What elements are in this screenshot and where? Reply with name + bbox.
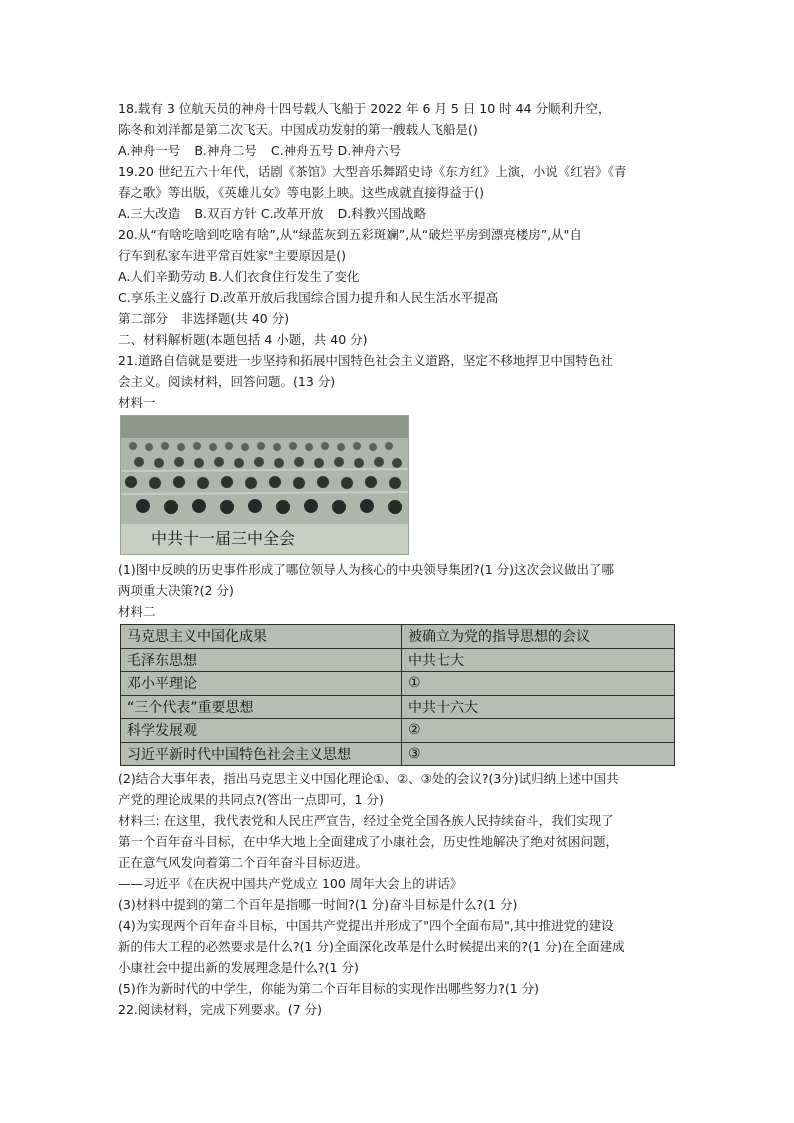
q18-option-d: D.神舟六号: [337, 143, 402, 158]
table-row: [121, 672, 675, 696]
q21-sub3: (3)材料中提到的第二个百年是指哪一时间?(1 分)奋斗目标是什么?(1 分): [118, 897, 518, 912]
table-cell: 中共七大: [402, 648, 675, 672]
q21-sub1-line1: (1)图中反映的历史事件形成了哪位领导人为核心的中央领导集团?(1 分)这次会议做出了哪: [118, 562, 615, 577]
material3-source: ——习近平《在庆祝中国共产党成立 100 周年大会上的讲话》: [118, 876, 463, 891]
q21-sub4-line1: (4)为实现两个百年奋斗目标，中国共产党提出并形成了"四个全面布局",其中推进党的建设: [118, 918, 614, 933]
photo-caption: 中共十一届三中全会: [121, 524, 408, 554]
q19-option-d: D.科教兴国战略: [337, 206, 427, 221]
material3-line1: 材料三: 在这里，我代表党和人民庄严宣告，经过全党全国各族人民持续奋斗，我们实现了: [118, 813, 614, 828]
q18-stem-line1: 18.载有 3 位航天员的神舟十四号载人飞船于 2022 年 6 月 5 日 10 时 44 分顺利升空，: [118, 101, 611, 116]
q18-stem-line2: 陈冬和刘洋都是第二次飞天。中国成功发射的第一艘载人飞船是(): [118, 122, 478, 137]
plenum-photo: [120, 415, 409, 555]
q20-options-row1: [118, 266, 680, 287]
q18-option-c: C.神舟五号: [270, 143, 334, 158]
q21-sub4-line2: 新的伟大工程的必然要求是什么?(1 分)全面深化改革是什么时候提出来的?(1 分)在全面建成: [118, 939, 625, 954]
material3-line2: 第一个百年奋斗目标，在中华大地上全面建成了小康社会，历史性地解决了绝对贫困问题，: [118, 834, 619, 849]
table-cell: ①: [402, 672, 675, 696]
table-cell: 科学发展观: [121, 719, 402, 743]
table-row: [121, 695, 675, 719]
material2-label: 材料二: [118, 604, 156, 619]
q20-stem-line1: 20.从“有啥吃啥到吃啥有啥”,从“绿蓝灰到五彩斑斓”,从“破烂平房到漂亮楼房”,从"自: [118, 227, 582, 242]
q21-sub4-line3: 小康社会中提出新的发展理念是什么?(1 分): [118, 960, 359, 975]
q20-options-row2: [118, 287, 680, 308]
q20-stem-line2: 行车到私家车进平常百姓家"主要原因是(): [118, 248, 347, 263]
table-cell: 中共十六大: [402, 695, 675, 719]
q21-stem-line2: 会主义。阅读材料，回答问题。(13 分): [118, 374, 336, 389]
table-header-achievement: 马克思主义中国化成果: [121, 625, 402, 649]
plenum-photo-image: [121, 416, 408, 526]
q21-sub5: (5)作为新时代的中学生，你能为第二个百年目标的实现作出哪些努力?(1 分): [118, 981, 540, 996]
q20-option-a: A.人们辛勤劳动: [118, 269, 206, 284]
material3-line3: 正在意气风发向着第二个百年奋斗目标迈进。: [118, 855, 369, 870]
q21-sub1-line2: 两项重大决策?(2 分): [118, 583, 234, 598]
theory-table: [120, 624, 675, 766]
q19-stem-line2: 春之歌》等出版，《英雄儿女》等电影上映。这些成就直接得益于(): [118, 185, 485, 200]
table-header-meeting: 被确立为党的指导思想的会议: [402, 625, 675, 649]
table-cell: “三个代表”重要思想: [121, 695, 402, 719]
section-title: 二、材料解析题(本题包括 4 小题，共 40 分): [118, 332, 368, 347]
q21-sub2-line2: 产党的理论成果的共同点?(答出一点即可，1 分): [118, 792, 384, 807]
table-cell: 习近平新时代中国特色社会主义思想: [121, 742, 402, 766]
table-row: [121, 719, 675, 743]
q19-stem-line1: 19.20 世纪五六十年代，话剧《茶馆》大型音乐舞蹈史诗《东方红》上演，小说《红岩》《青: [118, 164, 627, 179]
table-row: [121, 742, 675, 766]
exam-content: [118, 98, 680, 1020]
table-cell: ③: [402, 742, 675, 766]
q19-option-a: A.三大改造: [118, 206, 181, 221]
q18-option-a: A.神舟一号: [118, 143, 181, 158]
q19-option-c: C.改革开放: [260, 206, 324, 221]
part2-title: 第二部分 非选择题(共 40 分): [118, 311, 290, 326]
q19-option-b: B.双百方针: [194, 206, 257, 221]
q21-stem-line1: 21.道路自信就是要进一步坚持和拓展中国特色社会主义道路，坚定不移地捍卫中国特色社: [118, 353, 613, 368]
q20-option-b: B.人们衣食住行发生了变化: [209, 269, 360, 284]
material1-label: 材料一: [118, 395, 156, 410]
q19-options: [118, 203, 680, 224]
q20-option-c: C.享乐主义盛行: [118, 290, 206, 305]
q20-option-d: D.改革开放后我国综合国力提升和人民生活水平提高: [209, 290, 499, 305]
q18-option-b: B.神舟二号: [194, 143, 257, 158]
q18-options: [118, 140, 680, 161]
q21-sub2-line1: (2)结合大事年表，指出马克思主义中国化理论①、②、③处的会议?(3分)试归纳上述中国共: [118, 771, 619, 786]
table-header-row: [121, 625, 675, 649]
table-cell: 邓小平理论: [121, 672, 402, 696]
table-row: [121, 648, 675, 672]
table-cell: ②: [402, 719, 675, 743]
table-cell: 毛泽东思想: [121, 648, 402, 672]
q22-stem: 22.阅读材料，完成下列要求。(7 分): [118, 1002, 323, 1017]
